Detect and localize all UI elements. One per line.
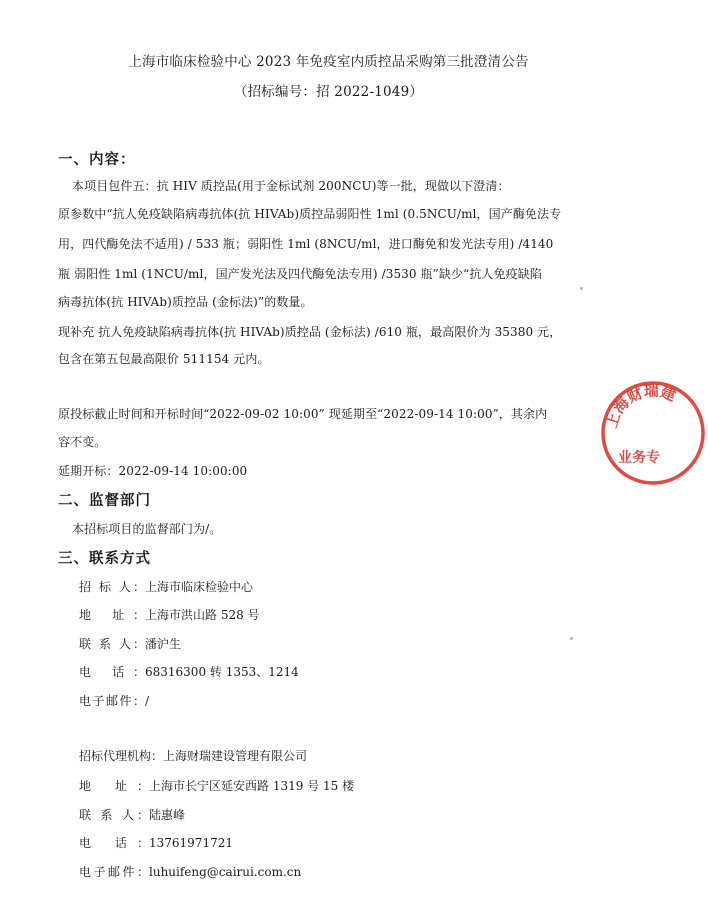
agency-label: 电子邮件： [79, 865, 149, 879]
agency-label: 地 址： [79, 779, 149, 793]
contact-row-email [79, 692, 149, 709]
agency-row-phone [79, 834, 233, 851]
tender-number: （招标编号：招 2022-1049） [233, 84, 424, 100]
contact-row-tenderer [79, 578, 253, 595]
supervision-text: 本招标项目的监督部门为/。 [72, 522, 222, 536]
supplement-line: 现补充 抗人免疫缺陷病毒抗体(抗 HIVAb)质控品 (金标法) /610 瓶，最高限价为 35380 元， [58, 325, 562, 339]
deadline-change-line: 容不变。 [58, 435, 107, 449]
svg-text:业务专: 业务专 [618, 450, 660, 466]
original-spec-line: 原参数中“抗人免疫缺陷病毒抗体(抗 HIVAb)质控品弱阳性 1ml (0.5NCU/ml，国产酶免法专 [58, 207, 562, 221]
agency-row-person [79, 806, 185, 823]
document-title: 上海市临床检验中心 2023 年免疫室内质控品采购第三批澄清公告 [128, 54, 529, 70]
original-spec-line: 瓶 弱阳性 1ml (1NCU/ml，国产发光法及四代酶免法专用) /3530 瓶”缺少“抗人免疫缺陷 [58, 267, 542, 281]
contact-value: 上海市临床检验中心 [145, 580, 254, 594]
contact-value: 68316300 转 1353、1214 [145, 665, 299, 679]
scan-speck [570, 637, 573, 640]
contact-value: 上海市洪山路 528 号 [145, 608, 260, 622]
agency-value: 13761971721 [149, 836, 233, 850]
contact-row-person [79, 635, 181, 652]
agency-value: luhuifeng@cairui.com.cn [149, 865, 302, 879]
scan-speck [580, 287, 583, 290]
agency-header: 招标代理机构：上海财瑞建设管理有限公司 [79, 749, 308, 763]
contact-label: 联 系 人： [79, 637, 145, 651]
section1-intro: 本项目包件五：抗 HIV 质控品(用于金标试剂 200NCU)等一批，现做以下澄清： [72, 179, 510, 193]
agency-label: 联 系 人： [79, 808, 149, 822]
agency-label: 电 话： [79, 836, 149, 850]
svg-text:上海财瑞建: 上海财瑞建 [602, 381, 679, 431]
contact-label: 地 址： [79, 608, 145, 622]
agency-value: 陆惠峰 [149, 808, 186, 822]
contact-value: 潘沪生 [145, 637, 182, 651]
contact-label: 电子邮件： [79, 694, 145, 708]
original-spec-line: 用，四代酶免法不适用) / 533 瓶；弱阳性 1ml (8NCU/ml，进口酶免和发光法专用) /4140 [58, 237, 554, 251]
delayed-opening: 延期开标：2022-09-14 10:00:00 [58, 464, 248, 478]
contact-value: / [145, 694, 150, 708]
section-heading-supervision: 二、监督部门 [58, 493, 151, 509]
section-heading-contact: 三、联系方式 [58, 551, 151, 567]
agency-value: 上海市长宁区延安西路 1319 号 15 楼 [149, 779, 355, 793]
contact-row-phone [79, 663, 299, 680]
agency-row-email [79, 863, 301, 880]
agency-row-address [79, 777, 354, 794]
company-seal-stamp [598, 378, 708, 488]
section-heading-content: 一、内容： [58, 152, 136, 168]
contact-row-address [79, 606, 260, 623]
contact-label: 招 标 人： [79, 580, 145, 594]
deadline-change-line: 原投标截止时间和开标时间“2022-09-02 10:00” 现延期至“2022-09-14 10:00”，其余内 [58, 407, 548, 421]
original-spec-line: 病毒抗体(抗 HIVAb)质控品 (金标法)”的数量。 [58, 295, 313, 309]
contact-label: 电 话： [79, 665, 145, 679]
supplement-line: 包含在第五包最高限价 511154 元内。 [58, 352, 270, 366]
